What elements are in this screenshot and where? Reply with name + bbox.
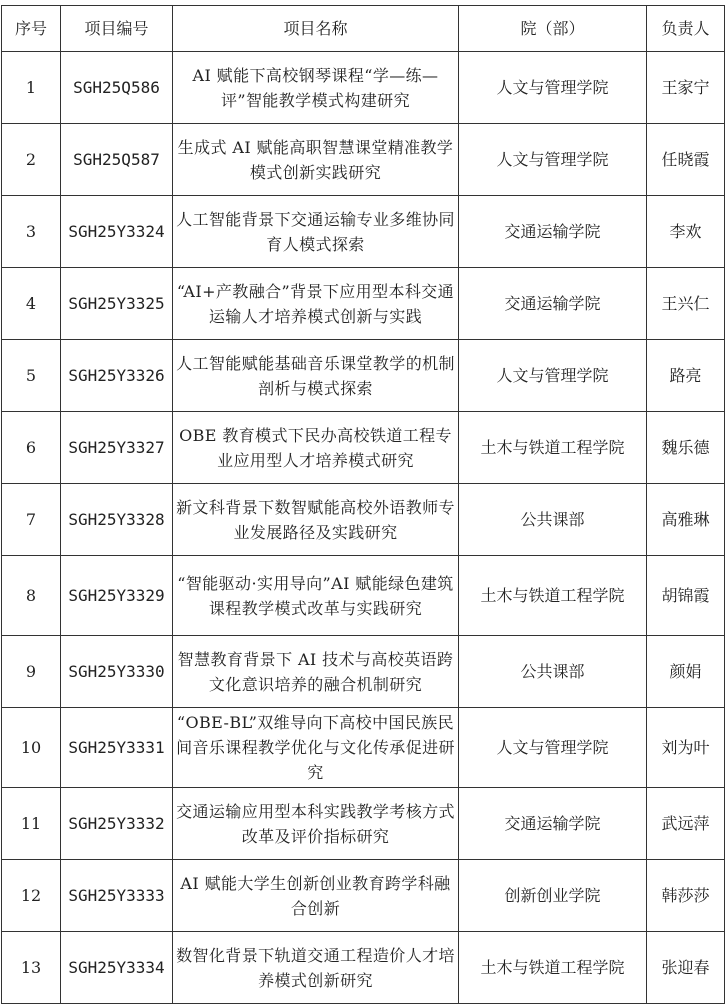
row-index: 7: [2, 484, 61, 556]
header-dept: 院（部）: [459, 6, 647, 52]
project-table: [1, 5, 725, 1004]
project-name: 交通运输应用型本科实践教学考核方式改革及评价指标研究: [173, 788, 459, 860]
project-code: SGH25Y3327: [61, 412, 173, 484]
table-row: [2, 636, 725, 708]
project-code: SGH25Y3333: [61, 860, 173, 932]
table-row: [2, 932, 725, 1004]
row-index: 11: [2, 788, 61, 860]
row-index: 3: [2, 196, 61, 268]
header-lead: 负责人: [647, 6, 725, 52]
project-name: 生成式 AI 赋能高职智慧课堂精准教学模式创新实践研究: [173, 124, 459, 196]
project-name: 新文科背景下数智赋能高校外语教师专业发展路径及实践研究: [173, 484, 459, 556]
project-code: SGH25Q586: [61, 52, 173, 124]
project-code: SGH25Y3328: [61, 484, 173, 556]
project-code: SGH25Y3329: [61, 556, 173, 636]
department: 交通运输学院: [459, 788, 647, 860]
project-name: 智慧教育背景下 AI 技术与高校英语跨文化意识培养的融合机制研究: [173, 636, 459, 708]
project-name: 人工智能赋能基础音乐课堂教学的机制剖析与模式探索: [173, 340, 459, 412]
table-row: [2, 556, 725, 636]
department: 公共课部: [459, 636, 647, 708]
department: 人文与管理学院: [459, 124, 647, 196]
project-lead: 颜娟: [647, 636, 725, 708]
project-code: SGH25Q587: [61, 124, 173, 196]
project-code: SGH25Y3326: [61, 340, 173, 412]
project-lead: 韩莎莎: [647, 860, 725, 932]
row-index: 4: [2, 268, 61, 340]
project-name: “AI+产教融合”背景下应用型本科交通运输人才培养模式创新与实践: [173, 268, 459, 340]
department: 人文与管理学院: [459, 340, 647, 412]
department: 人文与管理学院: [459, 708, 647, 788]
project-lead: 刘为叶: [647, 708, 725, 788]
table-header: [2, 6, 725, 52]
project-lead: 王兴仁: [647, 268, 725, 340]
department: 公共课部: [459, 484, 647, 556]
row-index: 5: [2, 340, 61, 412]
header-name: 项目名称: [173, 6, 459, 52]
project-code: SGH25Y3334: [61, 932, 173, 1004]
table-row: [2, 708, 725, 788]
project-code: SGH25Y3330: [61, 636, 173, 708]
project-name: OBE 教育模式下民办高校铁道工程专业应用型人才培养模式研究: [173, 412, 459, 484]
row-index: 1: [2, 52, 61, 124]
project-code: SGH25Y3325: [61, 268, 173, 340]
project-name: 人工智能背景下交通运输专业多维协同育人模式探索: [173, 196, 459, 268]
table-row: [2, 52, 725, 124]
project-name: “OBE-BL”双维导向下高校中国民族民间音乐课程教学优化与文化传承促进研究: [173, 708, 459, 788]
project-code: SGH25Y3324: [61, 196, 173, 268]
project-lead: 武远萍: [647, 788, 725, 860]
project-lead: 张迎春: [647, 932, 725, 1004]
table-row: [2, 412, 725, 484]
project-code: SGH25Y3332: [61, 788, 173, 860]
project-lead: 魏乐德: [647, 412, 725, 484]
project-lead: 任晓霞: [647, 124, 725, 196]
department: 交通运输学院: [459, 268, 647, 340]
row-index: 12: [2, 860, 61, 932]
table-row: [2, 860, 725, 932]
project-name: AI 赋能下高校钢琴课程“学—练—评”智能教学模式构建研究: [173, 52, 459, 124]
project-lead: 王家宁: [647, 52, 725, 124]
header-code: 项目编号: [61, 6, 173, 52]
department: 土木与铁道工程学院: [459, 412, 647, 484]
row-index: 6: [2, 412, 61, 484]
project-lead: 高雅琳: [647, 484, 725, 556]
table-row: [2, 340, 725, 412]
project-lead: 李欢: [647, 196, 725, 268]
department: 交通运输学院: [459, 196, 647, 268]
department: 土木与铁道工程学院: [459, 932, 647, 1004]
table-row: [2, 788, 725, 860]
table-row: [2, 196, 725, 268]
row-index: 2: [2, 124, 61, 196]
row-index: 13: [2, 932, 61, 1004]
department: 人文与管理学院: [459, 52, 647, 124]
project-name: “智能驱动·实用导向”AI 赋能绿色建筑课程教学模式改革与实践研究: [173, 556, 459, 636]
project-code: SGH25Y3331: [61, 708, 173, 788]
project-lead: 路亮: [647, 340, 725, 412]
row-index: 10: [2, 708, 61, 788]
table-row: [2, 484, 725, 556]
header-row: [2, 6, 725, 52]
row-index: 8: [2, 556, 61, 636]
department: 土木与铁道工程学院: [459, 556, 647, 636]
project-name: AI 赋能大学生创新创业教育跨学科融合创新: [173, 860, 459, 932]
header-index: 序号: [2, 6, 61, 52]
department: 创新创业学院: [459, 860, 647, 932]
project-name: 数智化背景下轨道交通工程造价人才培养模式创新研究: [173, 932, 459, 1004]
table-row: [2, 124, 725, 196]
row-index: 9: [2, 636, 61, 708]
project-lead: 胡锦霞: [647, 556, 725, 636]
table-body: [2, 52, 725, 1004]
table-row: [2, 268, 725, 340]
